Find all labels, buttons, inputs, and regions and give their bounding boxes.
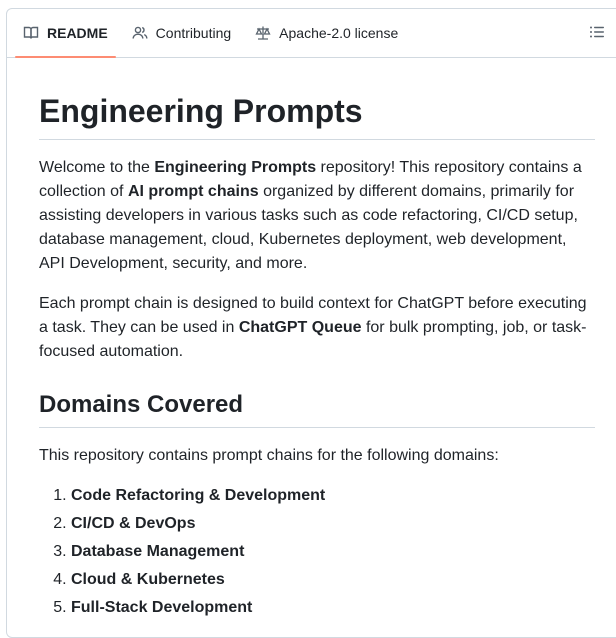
domains-list (39, 484, 595, 620)
outline-button[interactable] (589, 24, 607, 42)
usage-text-1: Each prompt chain is designed to build context for ChatGPT before executing a task. They can be used in (39, 295, 587, 336)
list-item: 3. Database Management (71, 540, 595, 564)
tab-readme-label: README (47, 25, 108, 41)
domains-heading: Domains Covered (39, 390, 595, 428)
usage-text-2: for bulk prompting, job, or task-focused automation. (39, 319, 587, 360)
people-icon (132, 25, 148, 41)
readme-tab-bar (7, 9, 616, 58)
tab-license[interactable] (247, 9, 406, 57)
law-scale-icon (255, 25, 271, 41)
intro-paragraph (39, 156, 595, 276)
list-item: 5. Full-Stack Development (71, 596, 595, 620)
domains-intro: This repository contains prompt chains for the following domains: (39, 447, 499, 464)
readme-content (39, 57, 595, 624)
tab-contributing-label: Contributing (155, 25, 232, 41)
intro-bold-2: AI prompt chains (127, 183, 259, 200)
list-item: 4. Cloud & Kubernetes (71, 568, 595, 592)
tab-contributing[interactable] (124, 9, 240, 57)
list-item: 1. Code Refactoring & Development (71, 484, 595, 508)
intro-text-1: Welcome to the (39, 159, 155, 176)
intro-text-2: repository! This repository contains a collection of (39, 159, 582, 200)
intro-text-3: organized by different domains, primarily for assisting developers in various tasks such as code refactoring, CI/CD setup, database management, cloud, Kubernetes deployment, web development, API Development, security, and more. (39, 183, 578, 272)
book-icon (23, 25, 39, 41)
tab-license-label: Apache-2.0 license (279, 25, 399, 41)
page-title: Engineering Prompts (39, 91, 595, 140)
usage-bold-1: ChatGPT Queue (238, 319, 362, 336)
intro-bold-1: Engineering Prompts (154, 159, 317, 176)
usage-paragraph (39, 292, 595, 364)
readme-panel (6, 8, 616, 638)
list-unordered-icon (589, 27, 605, 44)
tab-readme[interactable] (15, 9, 116, 57)
list-item: 2. CI/CD & DevOps (71, 512, 595, 536)
